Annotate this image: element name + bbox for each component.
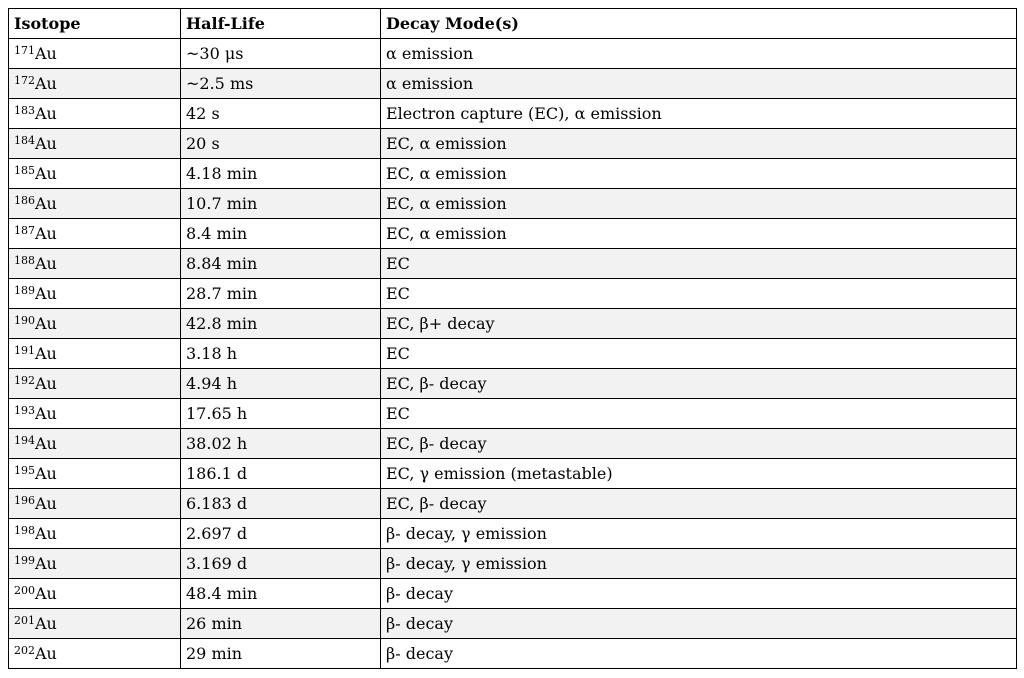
half-life-cell: 17.65 h <box>181 399 381 429</box>
mass-number: 192 <box>14 373 35 387</box>
table-row <box>9 489 1017 519</box>
mass-number: 187 <box>14 223 35 237</box>
isotope-cell <box>9 339 181 369</box>
decay-mode-cell: Electron capture (EC), α emission <box>381 99 1017 129</box>
isotope-cell <box>9 39 181 69</box>
decay-mode-cell: β- decay <box>381 639 1017 669</box>
decay-mode-cell: EC, β- decay <box>381 489 1017 519</box>
decay-mode-cell: β- decay <box>381 609 1017 639</box>
half-life-cell: 20 s <box>181 129 381 159</box>
mass-number: 186 <box>14 193 35 207</box>
table-row <box>9 309 1017 339</box>
mass-number: 196 <box>14 493 35 507</box>
decay-mode-cell: β- decay <box>381 579 1017 609</box>
header-half-life: Half-Life <box>181 9 381 39</box>
element-symbol: Au <box>35 403 57 423</box>
decay-mode-cell: EC, β+ decay <box>381 309 1017 339</box>
element-symbol: Au <box>35 133 57 153</box>
element-symbol: Au <box>35 163 57 183</box>
table-row <box>9 39 1017 69</box>
half-life-cell: 6.183 d <box>181 489 381 519</box>
isotope-cell <box>9 159 181 189</box>
mass-number: 185 <box>14 163 35 177</box>
element-symbol: Au <box>35 103 57 123</box>
isotope-cell <box>9 309 181 339</box>
table-row <box>9 339 1017 369</box>
element-symbol: Au <box>35 433 57 453</box>
table-row <box>9 639 1017 669</box>
table-header-row <box>9 9 1017 39</box>
decay-mode-cell: EC, α emission <box>381 219 1017 249</box>
isotope-cell <box>9 519 181 549</box>
decay-mode-cell: EC <box>381 339 1017 369</box>
half-life-cell: 4.94 h <box>181 369 381 399</box>
decay-mode-cell: α emission <box>381 39 1017 69</box>
isotope-cell <box>9 99 181 129</box>
mass-number: 195 <box>14 463 35 477</box>
half-life-cell: 4.18 min <box>181 159 381 189</box>
decay-mode-cell: β- decay, γ emission <box>381 549 1017 579</box>
mass-number: 171 <box>14 43 35 57</box>
table-row <box>9 459 1017 489</box>
decay-mode-cell: EC, α emission <box>381 129 1017 159</box>
half-life-cell: 8.4 min <box>181 219 381 249</box>
isotope-cell <box>9 549 181 579</box>
mass-number: 191 <box>14 343 35 357</box>
mass-number: 188 <box>14 253 35 267</box>
element-symbol: Au <box>35 283 57 303</box>
table-row <box>9 189 1017 219</box>
table-row <box>9 159 1017 189</box>
element-symbol: Au <box>35 613 57 633</box>
half-life-cell: 48.4 min <box>181 579 381 609</box>
table-row <box>9 609 1017 639</box>
element-symbol: Au <box>35 253 57 273</box>
isotope-cell <box>9 369 181 399</box>
half-life-cell: 186.1 d <box>181 459 381 489</box>
mass-number: 184 <box>14 133 35 147</box>
decay-mode-cell: EC <box>381 279 1017 309</box>
isotope-cell <box>9 399 181 429</box>
element-symbol: Au <box>35 343 57 363</box>
half-life-cell: 42 s <box>181 99 381 129</box>
element-symbol: Au <box>35 493 57 513</box>
table-row <box>9 279 1017 309</box>
decay-mode-cell: EC, α emission <box>381 189 1017 219</box>
mass-number: 190 <box>14 313 35 327</box>
isotope-cell <box>9 429 181 459</box>
table-row <box>9 549 1017 579</box>
element-symbol: Au <box>35 463 57 483</box>
element-symbol: Au <box>35 73 57 93</box>
half-life-cell: 8.84 min <box>181 249 381 279</box>
header-isotope: Isotope <box>9 9 181 39</box>
half-life-cell: 3.169 d <box>181 549 381 579</box>
isotope-cell <box>9 279 181 309</box>
mass-number: 198 <box>14 523 35 537</box>
header-decay-modes: Decay Mode(s) <box>381 9 1017 39</box>
isotope-cell <box>9 189 181 219</box>
element-symbol: Au <box>35 553 57 573</box>
isotope-cell <box>9 639 181 669</box>
element-symbol: Au <box>35 43 57 63</box>
half-life-cell: ~30 μs <box>181 39 381 69</box>
decay-mode-cell: α emission <box>381 69 1017 99</box>
half-life-cell: 42.8 min <box>181 309 381 339</box>
table-row <box>9 519 1017 549</box>
decay-mode-cell: EC, α emission <box>381 159 1017 189</box>
mass-number: 202 <box>14 643 35 657</box>
mass-number: 199 <box>14 553 35 567</box>
half-life-cell: 28.7 min <box>181 279 381 309</box>
table-row <box>9 69 1017 99</box>
isotope-cell <box>9 69 181 99</box>
half-life-cell: 3.18 h <box>181 339 381 369</box>
element-symbol: Au <box>35 223 57 243</box>
isotope-cell <box>9 489 181 519</box>
mass-number: 189 <box>14 283 35 297</box>
isotope-cell <box>9 579 181 609</box>
element-symbol: Au <box>35 313 57 333</box>
element-symbol: Au <box>35 193 57 213</box>
isotope-cell <box>9 609 181 639</box>
half-life-cell: 29 min <box>181 639 381 669</box>
mass-number: 201 <box>14 613 35 627</box>
table-row <box>9 579 1017 609</box>
decay-mode-cell: EC <box>381 249 1017 279</box>
mass-number: 193 <box>14 403 35 417</box>
element-symbol: Au <box>35 523 57 543</box>
isotope-cell <box>9 219 181 249</box>
element-symbol: Au <box>35 643 57 663</box>
decay-mode-cell: EC, γ emission (metastable) <box>381 459 1017 489</box>
table-row <box>9 429 1017 459</box>
half-life-cell: 2.697 d <box>181 519 381 549</box>
table-row <box>9 249 1017 279</box>
half-life-cell: ~2.5 ms <box>181 69 381 99</box>
decay-mode-cell: EC, β- decay <box>381 429 1017 459</box>
mass-number: 183 <box>14 103 35 117</box>
table-row <box>9 219 1017 249</box>
table-row <box>9 99 1017 129</box>
element-symbol: Au <box>35 373 57 393</box>
decay-mode-cell: β- decay, γ emission <box>381 519 1017 549</box>
isotope-cell <box>9 129 181 159</box>
mass-number: 194 <box>14 433 35 447</box>
table-row <box>9 129 1017 159</box>
isotope-cell <box>9 459 181 489</box>
table-body <box>9 39 1017 669</box>
half-life-cell: 26 min <box>181 609 381 639</box>
decay-mode-cell: EC, β- decay <box>381 369 1017 399</box>
half-life-cell: 10.7 min <box>181 189 381 219</box>
table-row <box>9 399 1017 429</box>
isotope-table <box>8 8 1017 669</box>
mass-number: 172 <box>14 73 35 87</box>
isotope-cell <box>9 249 181 279</box>
table-row <box>9 369 1017 399</box>
half-life-cell: 38.02 h <box>181 429 381 459</box>
decay-mode-cell: EC <box>381 399 1017 429</box>
mass-number: 200 <box>14 583 35 597</box>
element-symbol: Au <box>35 583 57 603</box>
